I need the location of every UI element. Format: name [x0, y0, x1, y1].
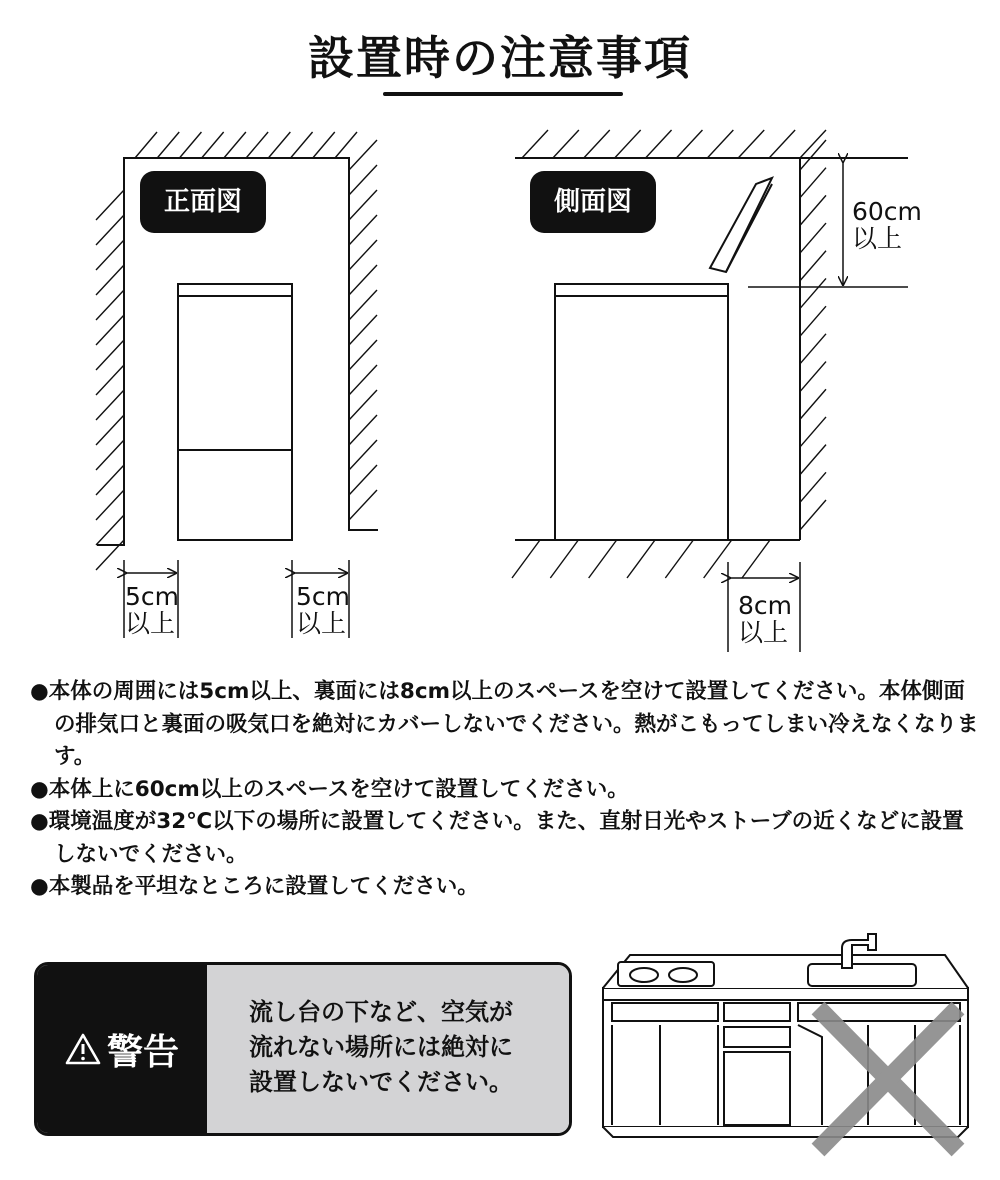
warning-text: 流し台の下など、空気が 流れない場所には絶対に 設置しないでください。	[249, 998, 513, 1096]
hatch-mark	[268, 132, 290, 158]
hatch-mark	[615, 130, 641, 158]
hatch-mark	[96, 190, 124, 220]
hatch-mark	[202, 132, 224, 158]
front-fridge	[178, 284, 292, 540]
hatch-mark	[179, 132, 201, 158]
page-title: 設置時の注意事項	[308, 31, 692, 85]
hatch-mark	[553, 130, 579, 158]
hatch-mark	[96, 415, 124, 445]
side-back-gap-label: 8cm 以上	[738, 591, 793, 647]
note-item: ●本体の周囲には5cm以上、裏面には8cm以上のスペースを空けて設置してください。本体側面の排気口と裏面の吸気口を絶対にカバーしないでください。熱がこもってしまい冷えなくなります。	[30, 679, 979, 769]
hatch-mark	[349, 190, 377, 220]
hatch-mark	[800, 334, 826, 364]
hatch-mark	[96, 390, 124, 420]
hatch-mark	[627, 540, 655, 578]
hatch-mark	[349, 265, 377, 295]
hatch-mark	[522, 130, 548, 158]
side-ceiling-hatch	[522, 130, 826, 158]
hatch-mark	[676, 130, 702, 158]
note-item: ●本製品を平坦なところに設置してください。	[30, 874, 479, 899]
warning-label: 警告	[106, 1031, 179, 1073]
hatch-mark	[96, 490, 124, 520]
hatch-mark	[291, 132, 313, 158]
front-view-label: 正面図	[140, 171, 266, 233]
precaution-notes	[30, 676, 980, 904]
hatch-mark	[96, 365, 124, 395]
hatch-mark	[349, 415, 377, 445]
hatch-mark	[646, 130, 672, 158]
side-back-wall-hatch	[800, 140, 826, 530]
hatch-mark	[349, 490, 377, 520]
hatch-mark	[313, 132, 335, 158]
hatch-mark	[800, 168, 826, 198]
hatch-mark	[349, 365, 377, 395]
hatch-mark	[584, 130, 610, 158]
hatch-mark	[589, 540, 617, 578]
hatch-mark	[800, 417, 826, 447]
hatch-mark	[96, 465, 124, 495]
front-ceiling-hatch	[135, 132, 357, 158]
hatch-mark	[550, 540, 578, 578]
hatch-mark	[96, 215, 124, 245]
hatch-mark	[96, 315, 124, 345]
hatch-mark	[157, 132, 179, 158]
hatch-mark	[769, 130, 795, 158]
hatch-mark	[349, 240, 377, 270]
front-right-gap-label: 5cm 以上	[296, 582, 351, 638]
side-top-gap-label: 60cm 以上	[852, 197, 922, 253]
hatch-mark	[96, 440, 124, 470]
hatch-mark	[96, 240, 124, 270]
hatch-mark	[349, 290, 377, 320]
warning-label-panel	[37, 965, 207, 1133]
note-item: ●本体上に60cm以上のスペースを空けて設置してください。	[30, 776, 629, 802]
hatch-mark	[349, 440, 377, 470]
hatch-mark	[349, 140, 377, 170]
side-floor-hatch	[512, 540, 770, 578]
hatch-mark	[512, 540, 540, 578]
warning-text-panel	[207, 965, 569, 1133]
hatch-mark	[96, 340, 124, 370]
hatch-mark	[96, 265, 124, 295]
hatch-mark	[800, 278, 826, 308]
hatch-mark	[665, 540, 693, 578]
warning-triangle-icon	[65, 1033, 101, 1065]
hatch-mark	[800, 445, 826, 475]
warning-box	[34, 962, 572, 1136]
hatch-mark	[800, 195, 826, 225]
hatch-mark	[738, 130, 764, 158]
hatch-mark	[96, 290, 124, 320]
front-left-gap-label: 5cm 以上	[125, 582, 180, 638]
hatch-mark	[224, 132, 246, 158]
hatch-mark	[135, 132, 157, 158]
hatch-mark	[707, 130, 733, 158]
hatch-mark	[349, 215, 377, 245]
side-view-label: 側面図	[530, 171, 656, 233]
front-right-wall-hatch	[349, 140, 377, 520]
front-left-wall-hatch	[96, 190, 124, 570]
hatch-mark	[349, 465, 377, 495]
hatch-mark	[800, 251, 826, 281]
hatch-mark	[246, 132, 268, 158]
hatch-mark	[742, 540, 770, 578]
hatch-mark	[800, 223, 826, 253]
hatch-mark	[349, 390, 377, 420]
hatch-mark	[349, 340, 377, 370]
hatch-mark	[349, 165, 377, 195]
hatch-mark	[800, 306, 826, 336]
hatch-mark	[349, 315, 377, 345]
hatch-mark	[800, 500, 826, 530]
note-item: ●環境温度が32℃以下の場所に設置してください。また、直射日光やストーブの近くなどに設置しないでください。	[30, 809, 964, 867]
hatch-mark	[800, 472, 826, 502]
hatch-mark	[96, 515, 124, 545]
hatch-mark	[335, 132, 357, 158]
hatch-mark	[800, 389, 826, 419]
hatch-mark	[800, 362, 826, 392]
